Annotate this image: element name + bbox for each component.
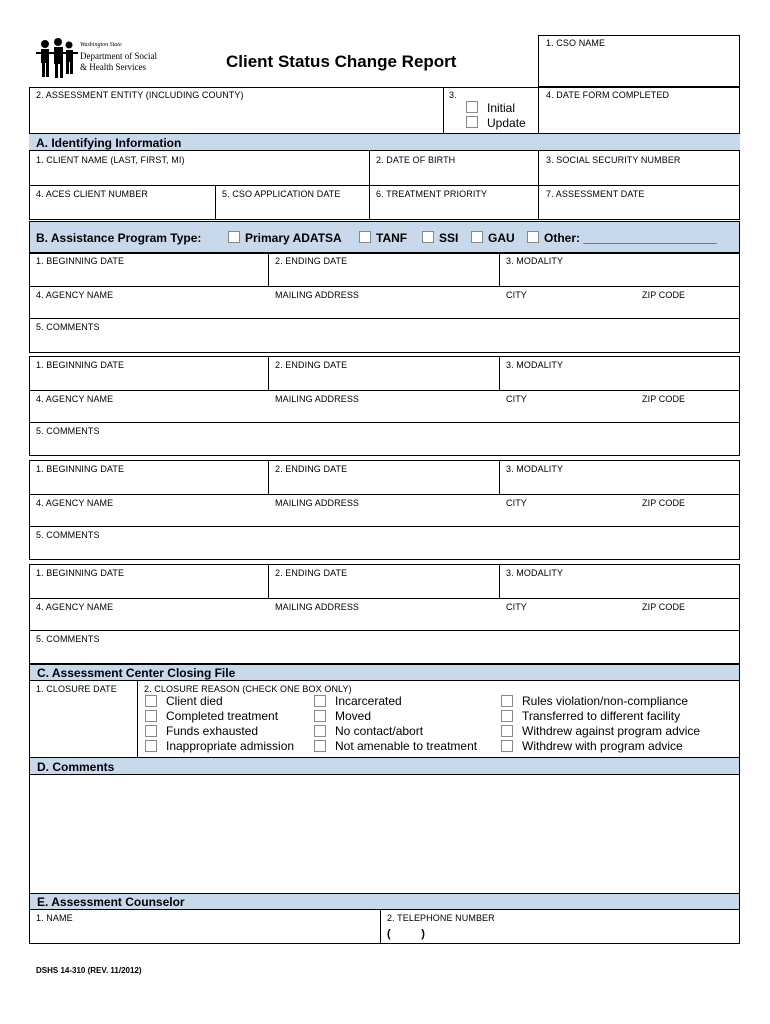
section-e-title: E. Assessment Counselor bbox=[37, 895, 185, 909]
date-completed-field[interactable] bbox=[539, 102, 739, 132]
no-contact-checkbox[interactable] bbox=[314, 725, 326, 737]
reason-label: Rules violation/non-compliance bbox=[522, 694, 689, 708]
reason-label: No contact/abort bbox=[335, 724, 424, 738]
dob-label: 2. DATE OF BIRTH bbox=[376, 155, 456, 165]
mailing-address-label: MAILING ADDRESS bbox=[275, 290, 360, 300]
reason-label: Transferred to different facility bbox=[522, 709, 681, 723]
counselor-name-field[interactable] bbox=[30, 924, 379, 943]
reason-label: Withdrew with program advice bbox=[522, 739, 683, 753]
ssi-label: SSI bbox=[439, 231, 459, 245]
modality-label: 3. MODALITY bbox=[506, 256, 564, 266]
reason-label: Moved bbox=[335, 709, 372, 723]
other-label: Other: ____________________ bbox=[544, 231, 717, 245]
beginning-date-label: 1. BEGINNING DATE bbox=[36, 568, 125, 578]
city-label: CITY bbox=[506, 498, 527, 508]
agency-name-label: 4. AGENCY NAME bbox=[36, 394, 114, 404]
section-a-header bbox=[29, 133, 740, 151]
comments-label: 5. COMMENTS bbox=[36, 634, 100, 644]
primary-adatsa-checkbox[interactable] bbox=[228, 231, 240, 243]
zip-label: ZIP CODE bbox=[642, 394, 686, 404]
ssn-label: 3. SOCIAL SECURITY NUMBER bbox=[546, 155, 681, 165]
zip-label: ZIP CODE bbox=[642, 602, 686, 612]
logo-line3: & Health Services bbox=[80, 62, 146, 72]
section-e-header bbox=[29, 893, 740, 910]
beginning-date-label: 1. BEGINNING DATE bbox=[36, 464, 125, 474]
comments-label: 5. COMMENTS bbox=[36, 426, 100, 436]
counselor-name-label: 1. NAME bbox=[36, 913, 73, 923]
agency-name-label: 4. AGENCY NAME bbox=[36, 602, 114, 612]
inappropriate-admission-checkbox[interactable] bbox=[145, 740, 157, 752]
city-label: CITY bbox=[506, 394, 527, 404]
telephone-label: 2. TELEPHONE NUMBER bbox=[387, 913, 495, 923]
modality-label: 3. MODALITY bbox=[506, 360, 564, 370]
beginning-date-label: 1. BEGINNING DATE bbox=[36, 360, 125, 370]
gau-label: GAU bbox=[488, 231, 515, 245]
aces-label: 4. ACES CLIENT NUMBER bbox=[36, 189, 148, 199]
withdrew-with-checkbox[interactable] bbox=[501, 740, 513, 752]
tanf-checkbox[interactable] bbox=[359, 231, 371, 243]
rules-violation-checkbox[interactable] bbox=[501, 695, 513, 707]
logo-line1: Washington State bbox=[80, 42, 122, 48]
assessment-entity-field[interactable] bbox=[30, 102, 442, 132]
incarcerated-checkbox[interactable] bbox=[314, 695, 326, 707]
comments-label: 5. COMMENTS bbox=[36, 530, 100, 540]
initial-checkbox[interactable] bbox=[466, 101, 478, 113]
other-checkbox[interactable] bbox=[527, 231, 539, 243]
comments-textarea[interactable] bbox=[29, 775, 740, 893]
section-a-title: A. Identifying Information bbox=[36, 136, 182, 150]
update-checkbox[interactable] bbox=[466, 116, 478, 128]
city-label: CITY bbox=[506, 290, 527, 300]
dshs-logo bbox=[36, 38, 166, 80]
reason-label: Completed treatment bbox=[166, 709, 279, 723]
section-c-title: C. Assessment Center Closing File bbox=[37, 666, 236, 680]
section-d-header bbox=[29, 757, 740, 775]
section-b-title: B. Assistance Program Type: bbox=[36, 231, 202, 245]
primary-adatsa-label: Primary ADATSA bbox=[245, 231, 342, 245]
mailing-address-label: MAILING ADDRESS bbox=[275, 498, 360, 508]
mailing-address-label: MAILING ADDRESS bbox=[275, 602, 360, 612]
initial-label: Initial bbox=[487, 101, 516, 115]
zip-label: ZIP CODE bbox=[642, 498, 686, 508]
reason-label: Incarcerated bbox=[335, 694, 402, 708]
modality-label: 3. MODALITY bbox=[506, 568, 564, 578]
cso-app-date-label: 5. CSO APPLICATION DATE bbox=[222, 189, 341, 199]
ending-date-label: 2. ENDING DATE bbox=[275, 568, 348, 578]
field3-label: 3. bbox=[449, 90, 457, 100]
reason-label: Client died bbox=[166, 694, 223, 708]
section-c-header bbox=[29, 664, 740, 681]
logo-line2: Department of Social bbox=[80, 51, 157, 61]
completed-treatment-checkbox[interactable] bbox=[145, 710, 157, 722]
ending-date-label: 2. ENDING DATE bbox=[275, 360, 348, 370]
update-label: Update bbox=[487, 116, 526, 130]
closure-date-label: 1. CLOSURE DATE bbox=[36, 684, 117, 694]
form-id: DSHS 14-310 (REV. 11/2012) bbox=[36, 966, 142, 975]
date-completed-label: 4. DATE FORM COMPLETED bbox=[546, 90, 670, 100]
closure-reason-label: 2. CLOSURE REASON (CHECK ONE BOX ONLY) bbox=[144, 684, 352, 694]
ending-date-label: 2. ENDING DATE bbox=[275, 464, 348, 474]
modality-label: 3. MODALITY bbox=[506, 464, 564, 474]
withdrew-against-checkbox[interactable] bbox=[501, 725, 513, 737]
agency-name-label: 4. AGENCY NAME bbox=[36, 290, 114, 300]
assessment-entity-label: 2. ASSESSMENT ENTITY (INCLUDING COUNTY) bbox=[36, 90, 244, 100]
reason-label: Inappropriate admission bbox=[166, 739, 295, 753]
city-label: CITY bbox=[506, 602, 527, 612]
transferred-checkbox[interactable] bbox=[501, 710, 513, 722]
reason-label: Funds exhausted bbox=[166, 724, 259, 738]
cso-name-label: 1. CSO NAME bbox=[546, 38, 606, 48]
comments-label: 5. COMMENTS bbox=[36, 322, 100, 332]
funds-exhausted-checkbox[interactable] bbox=[145, 725, 157, 737]
assessment-date-label: 7. ASSESSMENT DATE bbox=[546, 189, 645, 199]
moved-checkbox[interactable] bbox=[314, 710, 326, 722]
mailing-address-label: MAILING ADDRESS bbox=[275, 394, 360, 404]
not-amenable-checkbox[interactable] bbox=[314, 740, 326, 752]
zip-label: ZIP CODE bbox=[642, 290, 686, 300]
agency-name-label: 4. AGENCY NAME bbox=[36, 498, 114, 508]
reason-label: Not amenable to treatment bbox=[335, 739, 478, 753]
client-died-checkbox[interactable] bbox=[145, 695, 157, 707]
gau-checkbox[interactable] bbox=[471, 231, 483, 243]
tanf-label: TANF bbox=[376, 231, 408, 245]
beginning-date-label: 1. BEGINNING DATE bbox=[36, 256, 125, 266]
page-title: Client Status Change Report bbox=[226, 52, 457, 71]
ending-date-label: 2. ENDING DATE bbox=[275, 256, 348, 266]
people-logo-icon bbox=[36, 38, 78, 80]
treatment-priority-label: 6. TREATMENT PRIORITY bbox=[376, 189, 488, 199]
section-d-title: D. Comments bbox=[37, 760, 115, 774]
ssi-checkbox[interactable] bbox=[422, 231, 434, 243]
reason-label: Withdrew against program advice bbox=[522, 724, 701, 738]
client-name-label: 1. CLIENT NAME (LAST, FIRST, MI) bbox=[36, 155, 185, 165]
telephone-field[interactable]: ( ) bbox=[387, 928, 425, 940]
